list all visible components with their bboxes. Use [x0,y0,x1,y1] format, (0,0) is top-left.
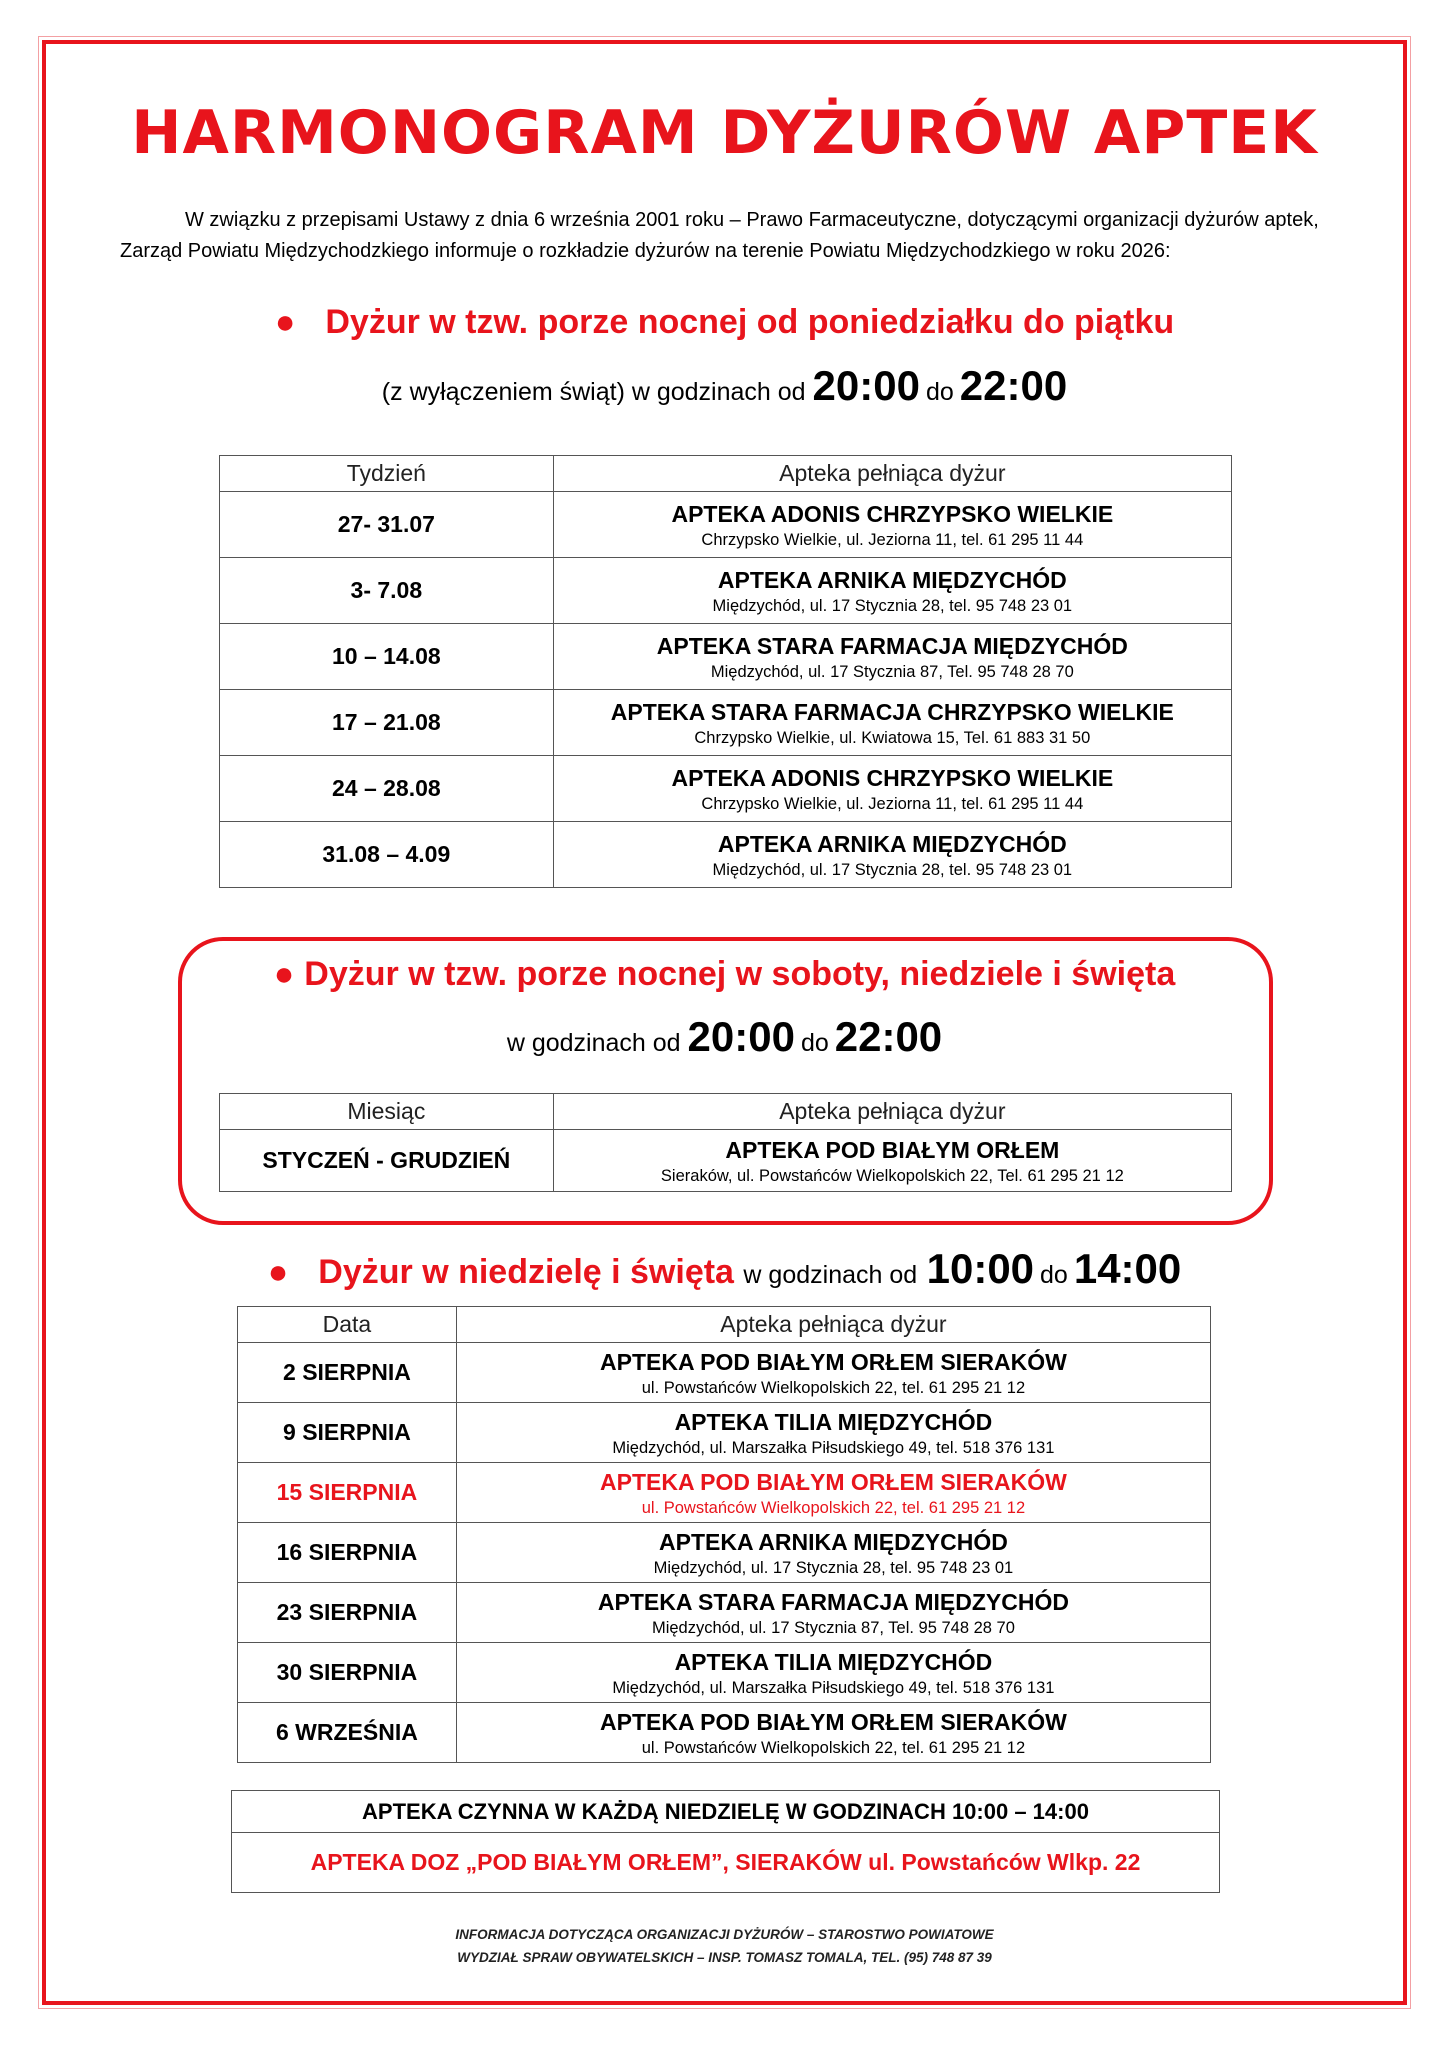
duty-date: 16 SIERPNIA [238,1523,457,1583]
weekend-night-duty-table [219,1093,1232,1192]
duty-date: 2 SIERPNIA [238,1343,457,1403]
bullet-icon: ● [273,955,295,993]
duty-date: 24 – 28.08 [220,756,554,822]
pharmacy-address: Chrzypsko Wielkie, ul. Jeziorna 11, tel. 61 295 11 44 [701,530,1084,549]
pharmacy-address: ul. Powstańców Wielkopolskich 22, tel. 61 295 21 12 [641,1378,1026,1397]
pharmacy-name: APTEKA STARA FARMACJA MIĘDZYCHÓD [597,1588,1069,1615]
pharmacy-name: APTEKA ARNIKA MIĘDZYCHÓD [717,830,1067,857]
pharmacy-address: Chrzypsko Wielkie, ul. Kwiatowa 15, Tel. 61 883 31 50 [694,728,1091,747]
pharmacy-cell [456,1343,1210,1403]
pharmacy-cell [456,1523,1210,1583]
table-header-row [220,456,1232,492]
table-row [238,1643,1211,1703]
pharmacy-cell [553,558,1231,624]
section2-heading-text: Dyżur w tzw. porze nocnej w soboty, niedziele i święta [304,955,1176,993]
pharmacy-address: Międzychód, ul. 17 Stycznia 28, tel. 95 748 23 01 [712,596,1073,615]
footer-line-1: INFORMACJA DOTYCZĄCA ORGANIZACJI DYŻURÓW – STAROSTWO POWIATOWE [455,1927,994,1942]
pharmacy-address: ul. Powstańców Wielkopolskich 22, tel. 61 295 21 12 [641,1738,1026,1757]
duty-date: 31.08 – 4.09 [220,822,554,888]
pharmacy-name: APTEKA POD BIAŁYM ORŁEM SIERAKÓW [600,1708,1067,1735]
section2-do: do [800,1029,829,1057]
table-row [238,1703,1211,1763]
section3-heading-text: Dyżur w niedzielę i święta [318,1253,734,1291]
duty-date: 15 SIERPNIA [238,1463,457,1523]
pharmacy-name: APTEKA ADONIS CHRZYPSKO WIELKIE [671,500,1114,527]
pharmacy-address: Międzychód, ul. 17 Stycznia 28, tel. 95 748 23 01 [712,860,1073,879]
footer-line-2: WYDZIAŁ SPRAW OBYWATELSKICH – INSP. TOMASZ TOMALA, TEL. (95) 748 87 39 [457,1950,992,1965]
pharmacy-name: APTEKA STARA FARMACJA MIĘDZYCHÓD [656,632,1128,659]
duty-date: STYCZEŃ - GRUDZIEŃ [220,1130,554,1192]
column-header-pharmacy: Apteka pełniąca dyżur [456,1307,1210,1343]
column-header-week: Tydzień [220,456,554,492]
sunday-holiday-duty-table [237,1306,1211,1763]
pharmacy-cell [553,756,1231,822]
table-row [238,1463,1211,1523]
section1-hours [0,362,1449,410]
table-row [220,822,1232,888]
section3-do: do [1040,1261,1068,1289]
table-row [220,558,1232,624]
pharmacy-address: Międzychód, ul. 17 Stycznia 28, tel. 95 748 23 01 [653,1558,1014,1577]
duty-date: 30 SIERPNIA [238,1643,457,1703]
info-row [232,1791,1220,1833]
table-header-row [220,1094,1232,1130]
pharmacy-cell [553,624,1231,690]
section2-hours [0,1013,1449,1061]
table-row [238,1523,1211,1583]
section2-heading [0,955,1449,994]
pharmacy-name: APTEKA POD BIAŁYM ORŁEM [725,1136,1060,1163]
section3-hours-prefix: w godzinach od [743,1261,918,1289]
pharmacy-cell [553,690,1231,756]
pharmacy-cell [553,492,1231,558]
section3-time-from: 10:00 [926,1245,1035,1292]
table-header-row [238,1307,1211,1343]
intro-paragraph: W związku z przepisami Ustawy z dnia 6 września 2001 roku – Prawo Farmaceutyczne, dotyczącymi organizacji dyżurów aptek, Zarząd Powiatu Międzychodzkiego informuje o rozkładzie dyżurów na terenie Powiatu Międzychodzkiego w roku 2026: [120,209,1319,262]
page-title: HARMONOGRAM DYŻURÓW APTEK [131,98,1318,168]
footer [0,1923,1449,1969]
table-row [238,1343,1211,1403]
pharmacy-cell [456,1403,1210,1463]
table-row [220,690,1232,756]
section1-heading [0,303,1449,342]
pharmacy-cell [456,1463,1210,1523]
table-row [220,756,1232,822]
pharmacy-cell [456,1583,1210,1643]
section1-heading-text: Dyżur w tzw. porze nocnej od poniedziałku do piątku [325,303,1175,341]
pharmacy-address: ul. Powstańców Wielkopolskich 22, tel. 61 295 21 12 [641,1498,1026,1517]
column-header-pharmacy: Apteka pełniąca dyżur [553,1094,1231,1130]
column-header-date: Data [238,1307,457,1343]
pharmacy-address: Sieraków, ul. Powstańców Wielkopolskich 22, Tel. 61 295 21 12 [660,1166,1124,1185]
duty-date: 6 WRZEŚNIA [238,1703,457,1763]
section2-hours-prefix: w godzinach od [506,1029,681,1057]
pharmacy-name: APTEKA TILIA MIĘDZYCHÓD [674,1408,993,1435]
pharmacy-cell [553,1130,1231,1192]
pharmacy-name: APTEKA POD BIAŁYM ORŁEM SIERAKÓW [600,1468,1067,1495]
pharmacy-cell [456,1643,1210,1703]
duty-date: 23 SIERPNIA [238,1583,457,1643]
pharmacy-address: Międzychód, ul. Marszałka Piłsudskiego 49, tel. 518 376 131 [612,1438,1055,1457]
duty-date: 17 – 21.08 [220,690,554,756]
section1-hours-prefix: (z wyłączeniem świąt) w godzinach od [381,378,806,406]
pharmacy-name: APTEKA STARA FARMACJA CHRZYPSKO WIELKIE [610,698,1174,725]
duty-date: 9 SIERPNIA [238,1403,457,1463]
pharmacy-name: APTEKA POD BIAŁYM ORŁEM SIERAKÓW [600,1348,1067,1375]
info-line-2: APTEKA DOZ „POD BIAŁYM ORŁEM”, SIERAKÓW ul. Powstańców Wlkp. 22 [232,1833,1220,1893]
pharmacy-address: Międzychód, ul. 17 Stycznia 87, Tel. 95 748 28 70 [710,662,1074,681]
pharmacy-cell [553,822,1231,888]
bullet-icon: ● [274,303,296,341]
duty-date: 3- 7.08 [220,558,554,624]
column-header-pharmacy: Apteka pełniąca dyżur [553,456,1231,492]
pharmacy-name: APTEKA ADONIS CHRZYPSKO WIELKIE [671,764,1114,791]
pharmacy-address: Chrzypsko Wielkie, ul. Jeziorna 11, tel. 61 295 11 44 [701,794,1084,813]
section1-time-to: 22:00 [959,362,1068,409]
table-row [238,1403,1211,1463]
pharmacy-cell [456,1703,1210,1763]
column-header-month: Miesiąc [220,1094,554,1130]
info-row [232,1833,1220,1893]
pharmacy-name: APTEKA TILIA MIĘDZYCHÓD [674,1648,993,1675]
weekday-night-duty-table [219,455,1232,888]
section3-time-to: 14:00 [1073,1245,1182,1292]
table-row [220,1130,1232,1192]
sunday-pharmacy-info-box [231,1790,1220,1893]
section2-time-to: 22:00 [834,1013,943,1060]
pharmacy-name: APTEKA ARNIKA MIĘDZYCHÓD [659,1528,1008,1555]
pharmacy-name: APTEKA ARNIKA MIĘDZYCHÓD [717,566,1067,593]
duty-date: 10 – 14.08 [220,624,554,690]
section2-time-from: 20:00 [687,1013,795,1060]
table-row [238,1583,1211,1643]
pharmacy-address: Międzychód, ul. Marszałka Piłsudskiego 49, tel. 518 376 131 [612,1678,1055,1697]
table-row [220,624,1232,690]
table-row [220,492,1232,558]
bullet-icon: ● [267,1253,289,1291]
info-line-1: APTEKA CZYNNA W KAŻDĄ NIEDZIELĘ W GODZINACH 10:00 – 14:00 [232,1791,1220,1833]
section3-heading [0,1245,1449,1293]
duty-date: 27- 31.07 [220,492,554,558]
section1-time-from: 20:00 [812,362,920,409]
section1-do: do [925,378,954,406]
pharmacy-address: Międzychód, ul. 17 Stycznia 87, Tel. 95 748 28 70 [651,1618,1015,1637]
